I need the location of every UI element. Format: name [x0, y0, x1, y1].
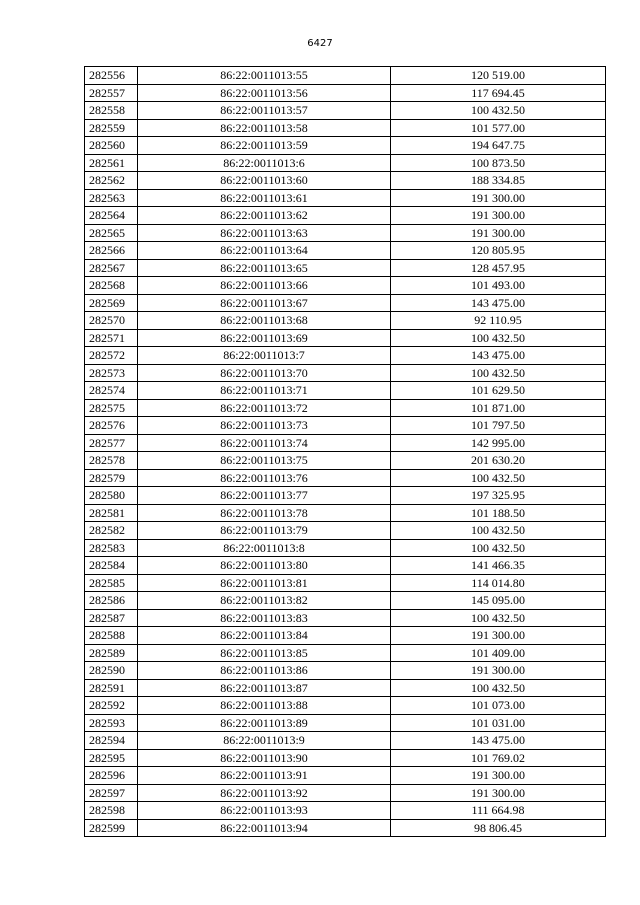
cadastral-number-cell: 86:22:0011013:8 [138, 539, 391, 557]
cadastral-value-cell: 101 769.02 [391, 749, 606, 767]
table-row [85, 539, 606, 557]
table-row [85, 592, 606, 610]
table-row [85, 207, 606, 225]
row-number-cell: 282558 [85, 102, 138, 120]
cadastral-value-cell: 101 797.50 [391, 417, 606, 435]
row-number-cell: 282580 [85, 487, 138, 505]
row-number-cell: 282588 [85, 627, 138, 645]
cadastral-value-cell: 111 664.98 [391, 802, 606, 820]
row-number-cell: 282586 [85, 592, 138, 610]
cadastral-value-cell: 120 805.95 [391, 242, 606, 260]
table-row [85, 679, 606, 697]
cadastral-number-cell: 86:22:0011013:92 [138, 784, 391, 802]
cadastral-number-cell: 86:22:0011013:89 [138, 714, 391, 732]
cadastral-number-cell: 86:22:0011013:59 [138, 137, 391, 155]
cadastral-number-cell: 86:22:0011013:80 [138, 557, 391, 575]
cadastral-value-cell: 100 432.50 [391, 329, 606, 347]
row-number-cell: 282561 [85, 154, 138, 172]
table-row [85, 469, 606, 487]
row-number-cell: 282592 [85, 697, 138, 715]
row-number-cell: 282590 [85, 662, 138, 680]
table-row [85, 119, 606, 137]
cadastral-number-cell: 86:22:0011013:67 [138, 294, 391, 312]
cadastral-value-cell: 143 475.00 [391, 347, 606, 365]
cadastral-value-cell: 98 806.45 [391, 819, 606, 837]
cadastral-number-cell: 86:22:0011013:58 [138, 119, 391, 137]
cadastral-value-cell: 101 629.50 [391, 382, 606, 400]
cadastral-value-cell: 100 432.50 [391, 522, 606, 540]
row-number-cell: 282574 [85, 382, 138, 400]
table-row [85, 697, 606, 715]
cadastral-value-cell: 145 095.00 [391, 592, 606, 610]
cadastral-value-cell: 117 694.45 [391, 84, 606, 102]
row-number-cell: 282579 [85, 469, 138, 487]
table-row [85, 84, 606, 102]
table-row [85, 644, 606, 662]
table-row [85, 154, 606, 172]
row-number-cell: 282565 [85, 224, 138, 242]
cadastral-number-cell: 86:22:0011013:71 [138, 382, 391, 400]
cadastral-value-cell: 191 300.00 [391, 207, 606, 225]
table-row [85, 767, 606, 785]
cadastral-number-cell: 86:22:0011013:7 [138, 347, 391, 365]
cadastral-value-cell: 101 188.50 [391, 504, 606, 522]
row-number-cell: 282571 [85, 329, 138, 347]
page-number: 6427 [307, 38, 333, 49]
row-number-cell: 282587 [85, 609, 138, 627]
table-row [85, 67, 606, 85]
cadastral-value-cell: 201 630.20 [391, 452, 606, 470]
cadastral-number-cell: 86:22:0011013:93 [138, 802, 391, 820]
row-number-cell: 282563 [85, 189, 138, 207]
table-row [85, 609, 606, 627]
table-row [85, 399, 606, 417]
cadastral-value-cell: 101 073.00 [391, 697, 606, 715]
cadastral-value-cell: 100 432.50 [391, 609, 606, 627]
row-number-cell: 282589 [85, 644, 138, 662]
cadastral-number-cell: 86:22:0011013:79 [138, 522, 391, 540]
row-number-cell: 282584 [85, 557, 138, 575]
cadastral-number-cell: 86:22:0011013:60 [138, 172, 391, 190]
table-row [85, 102, 606, 120]
cadastral-value-cell: 128 457.95 [391, 259, 606, 277]
cadastral-number-cell: 86:22:0011013:76 [138, 469, 391, 487]
cadastral-number-cell: 86:22:0011013:82 [138, 592, 391, 610]
table-row [85, 487, 606, 505]
table-row [85, 312, 606, 330]
table-row [85, 784, 606, 802]
table-row [85, 137, 606, 155]
cadastral-value-cell: 191 300.00 [391, 767, 606, 785]
table-row [85, 574, 606, 592]
row-number-cell: 282596 [85, 767, 138, 785]
cadastral-number-cell: 86:22:0011013:81 [138, 574, 391, 592]
cadastral-value-cell: 101 031.00 [391, 714, 606, 732]
row-number-cell: 282562 [85, 172, 138, 190]
table-row [85, 224, 606, 242]
row-number-cell: 282566 [85, 242, 138, 260]
table-row [85, 557, 606, 575]
cadastral-value-cell: 114 014.80 [391, 574, 606, 592]
cadastral-number-cell: 86:22:0011013:78 [138, 504, 391, 522]
table-row [85, 714, 606, 732]
row-number-cell: 282557 [85, 84, 138, 102]
cadastral-number-cell: 86:22:0011013:77 [138, 487, 391, 505]
cadastral-number-cell: 86:22:0011013:68 [138, 312, 391, 330]
row-number-cell: 282599 [85, 819, 138, 837]
cadastral-number-cell: 86:22:0011013:85 [138, 644, 391, 662]
table-row [85, 364, 606, 382]
table-row [85, 329, 606, 347]
row-number-cell: 282583 [85, 539, 138, 557]
row-number-cell: 282559 [85, 119, 138, 137]
cadastral-value-cell: 100 432.50 [391, 469, 606, 487]
table-row [85, 504, 606, 522]
cadastral-number-cell: 86:22:0011013:57 [138, 102, 391, 120]
row-number-cell: 282568 [85, 277, 138, 295]
cadastral-number-cell: 86:22:0011013:70 [138, 364, 391, 382]
cadastral-value-cell: 141 466.35 [391, 557, 606, 575]
cadastral-value-cell: 197 325.95 [391, 487, 606, 505]
cadastral-value-cell: 101 871.00 [391, 399, 606, 417]
cadastral-number-cell: 86:22:0011013:61 [138, 189, 391, 207]
cadastral-number-cell: 86:22:0011013:9 [138, 732, 391, 750]
cadastral-value-cell: 100 432.50 [391, 539, 606, 557]
table-row [85, 662, 606, 680]
cadastral-value-cell: 100 873.50 [391, 154, 606, 172]
cadastral-value-cell: 143 475.00 [391, 732, 606, 750]
row-number-cell: 282595 [85, 749, 138, 767]
table-body [85, 67, 606, 837]
row-number-cell: 282581 [85, 504, 138, 522]
cadastral-number-cell: 86:22:0011013:69 [138, 329, 391, 347]
cadastral-value-cell: 101 409.00 [391, 644, 606, 662]
cadastral-number-cell: 86:22:0011013:65 [138, 259, 391, 277]
cadastral-number-cell: 86:22:0011013:66 [138, 277, 391, 295]
cadastral-value-cell: 142 995.00 [391, 434, 606, 452]
cadastral-value-table [84, 66, 606, 837]
row-number-cell: 282576 [85, 417, 138, 435]
cadastral-value-cell: 143 475.00 [391, 294, 606, 312]
cadastral-number-cell: 86:22:0011013:86 [138, 662, 391, 680]
table-row [85, 522, 606, 540]
table-row [85, 189, 606, 207]
row-number-cell: 282594 [85, 732, 138, 750]
cadastral-value-cell: 188 334.85 [391, 172, 606, 190]
table-row [85, 382, 606, 400]
cadastral-value-cell: 100 432.50 [391, 102, 606, 120]
cadastral-number-cell: 86:22:0011013:88 [138, 697, 391, 715]
table-row [85, 294, 606, 312]
cadastral-value-cell: 120 519.00 [391, 67, 606, 85]
cadastral-number-cell: 86:22:0011013:55 [138, 67, 391, 85]
table-row [85, 802, 606, 820]
table-row [85, 627, 606, 645]
row-number-cell: 282573 [85, 364, 138, 382]
cadastral-number-cell: 86:22:0011013:63 [138, 224, 391, 242]
cadastral-number-cell: 86:22:0011013:64 [138, 242, 391, 260]
row-number-cell: 282572 [85, 347, 138, 365]
cadastral-value-cell: 92 110.95 [391, 312, 606, 330]
cadastral-number-cell: 86:22:0011013:94 [138, 819, 391, 837]
row-number-cell: 282575 [85, 399, 138, 417]
row-number-cell: 282570 [85, 312, 138, 330]
row-number-cell: 282567 [85, 259, 138, 277]
table-row [85, 749, 606, 767]
row-number-cell: 282585 [85, 574, 138, 592]
cadastral-value-cell: 191 300.00 [391, 224, 606, 242]
cadastral-value-cell: 194 647.75 [391, 137, 606, 155]
cadastral-value-cell: 101 577.00 [391, 119, 606, 137]
row-number-cell: 282577 [85, 434, 138, 452]
cadastral-value-cell: 100 432.50 [391, 679, 606, 697]
row-number-cell: 282597 [85, 784, 138, 802]
cadastral-value-cell: 191 300.00 [391, 627, 606, 645]
cadastral-number-cell: 86:22:0011013:56 [138, 84, 391, 102]
row-number-cell: 282593 [85, 714, 138, 732]
table-row [85, 242, 606, 260]
row-number-cell: 282556 [85, 67, 138, 85]
row-number-cell: 282560 [85, 137, 138, 155]
cadastral-number-cell: 86:22:0011013:87 [138, 679, 391, 697]
cadastral-value-cell: 101 493.00 [391, 277, 606, 295]
table-row [85, 434, 606, 452]
cadastral-value-cell: 191 300.00 [391, 784, 606, 802]
cadastral-number-cell: 86:22:0011013:90 [138, 749, 391, 767]
cadastral-number-cell: 86:22:0011013:62 [138, 207, 391, 225]
table-row [85, 172, 606, 190]
row-number-cell: 282582 [85, 522, 138, 540]
cadastral-number-cell: 86:22:0011013:75 [138, 452, 391, 470]
cadastral-value-cell: 191 300.00 [391, 662, 606, 680]
table-row [85, 347, 606, 365]
table-row [85, 277, 606, 295]
cadastral-number-cell: 86:22:0011013:91 [138, 767, 391, 785]
row-number-cell: 282578 [85, 452, 138, 470]
row-number-cell: 282564 [85, 207, 138, 225]
table-row [85, 452, 606, 470]
cadastral-number-cell: 86:22:0011013:73 [138, 417, 391, 435]
cadastral-number-cell: 86:22:0011013:84 [138, 627, 391, 645]
cadastral-number-cell: 86:22:0011013:83 [138, 609, 391, 627]
row-number-cell: 282598 [85, 802, 138, 820]
cadastral-value-cell: 100 432.50 [391, 364, 606, 382]
table-row [85, 259, 606, 277]
row-number-cell: 282591 [85, 679, 138, 697]
table-row [85, 417, 606, 435]
cadastral-value-cell: 191 300.00 [391, 189, 606, 207]
cadastral-number-cell: 86:22:0011013:74 [138, 434, 391, 452]
cadastral-number-cell: 86:22:0011013:72 [138, 399, 391, 417]
cadastral-number-cell: 86:22:0011013:6 [138, 154, 391, 172]
table-row [85, 819, 606, 837]
row-number-cell: 282569 [85, 294, 138, 312]
table-row [85, 732, 606, 750]
